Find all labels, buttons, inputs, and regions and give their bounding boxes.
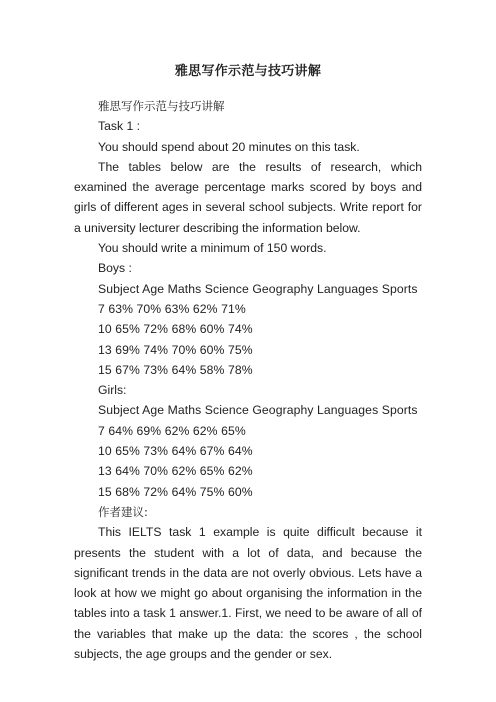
advice-paragraph: This IELTS task 1 example is quite difficult because it presents the student with a lot of data, and because the significant trends in the data are not overly obvious. Lets have a look at how we might go about organising the information in the tables into a task 1 answer.1. First, we need to be aware of all of the variables that make up the data: the scores , the school subjects, the age groups and the gender or sex. [74, 525, 422, 662]
boys-table-row: 15 67% 73% 64% 58% 78% [98, 362, 253, 377]
document-title: 雅思写作示范与技巧讲解 [174, 64, 322, 79]
boys-table-row: 10 65% 72% 68% 60% 74% [98, 322, 253, 337]
girls-table-row: 10 65% 73% 64% 67% 64% [98, 444, 253, 459]
instruction-prompt: The tables below are the results of research, which examined the average percentage marks scored by boys and girls of different ages in several school subjects. Write report for a university lecturer describing the information below. [74, 159, 422, 235]
task-label: Task 1 : [98, 119, 140, 134]
girls-label: Girls: [98, 383, 127, 398]
girls-table-row: 15 68% 72% 64% 75% 60% [98, 484, 253, 499]
instruction-words: You should write a minimum of 150 words. [98, 241, 327, 256]
girls-table-header: Subject Age Maths Science Geography Languages Sports [98, 403, 418, 418]
advice-label: 作者建议: [98, 504, 148, 519]
boys-table-row: 7 63% 70% 63% 62% 71% [98, 301, 246, 316]
subtitle: 雅思写作示范与技巧讲解 [98, 99, 225, 113]
boys-label: Boys : [98, 261, 132, 276]
girls-table-row: 13 64% 70% 62% 65% 62% [98, 464, 253, 479]
instruction-time: You should spend about 20 minutes on this task. [98, 139, 360, 154]
girls-table-row: 7 64% 69% 62% 62% 65% [98, 423, 246, 438]
boys-table-row: 13 69% 74% 70% 60% 75% [98, 342, 253, 357]
boys-table-header: Subject Age Maths Science Geography Languages Sports [98, 281, 418, 296]
